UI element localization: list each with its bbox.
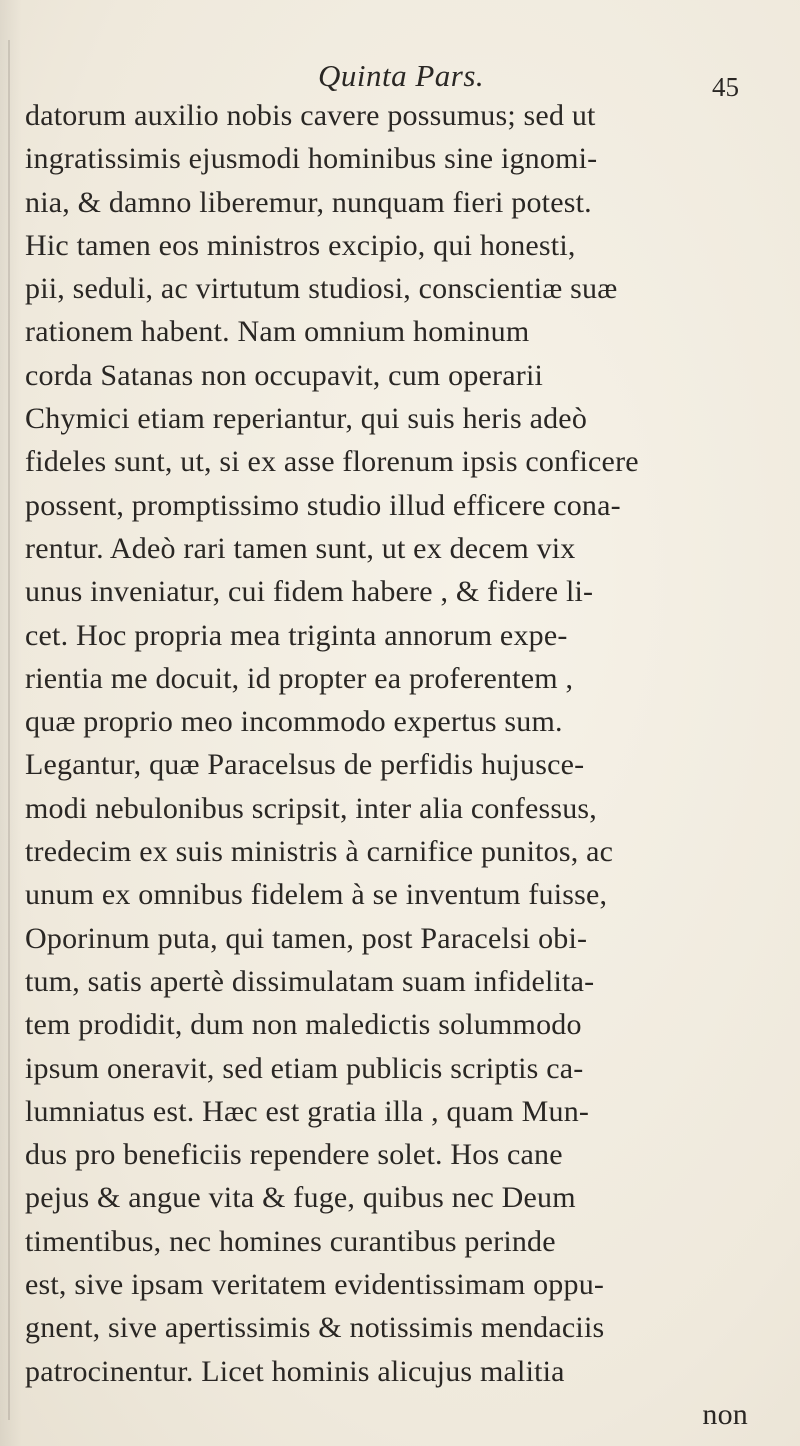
text-line: rientia me docuit, id propter ea proferentem ,: [25, 661, 574, 695]
text-line: corda Satanas non occupavit, cum operarii: [25, 358, 544, 392]
page-header: [0, 58, 800, 102]
binding-gutter: [8, 40, 10, 1420]
text-line: pejus & angue vita & fuge, quibus nec Deum: [25, 1181, 576, 1215]
text-line: dus pro beneficiis rependere solet. Hos cane: [25, 1138, 563, 1172]
text-line: Hic tamen eos ministros excipio, qui honesti,: [25, 228, 576, 262]
text-line: patrocinentur. Licet hominis alicujus malitia: [25, 1354, 565, 1388]
text-line: timentibus, nec homines curantibus perinde: [25, 1224, 556, 1258]
text-line: cet. Hoc propria mea triginta annorum expe-: [25, 618, 568, 652]
text-line: quæ proprio meo incommodo expertus sum.: [25, 705, 563, 739]
text-line: lumniatus est. Hæc est gratia illa , quam Mun-: [25, 1094, 590, 1128]
text-line: rationem habent. Nam omnium hominum: [25, 315, 530, 349]
text-line: unum ex omnibus fidelem à se inventum fuisse,: [25, 878, 608, 912]
text-line: Oporinum puta, qui tamen, post Paracelsi obi-: [25, 921, 588, 955]
text-line: unus inveniatur, cui fidem habere , & fidere li-: [25, 575, 594, 609]
text-line: pii, seduli, ac virtutum studiosi, conscientiæ suæ: [25, 272, 618, 306]
text-line: ipsum oneravit, sed etiam publicis scriptis ca-: [25, 1051, 584, 1085]
text-line: tem prodidit, dum non maledictis solummodo: [25, 1008, 582, 1042]
catchword: non: [702, 1397, 748, 1431]
running-title: Quinta Pars.: [318, 58, 485, 93]
text-line: gnent, sive apertissimis & notissimis mendaciis: [25, 1311, 605, 1345]
text-line: Legantur, quæ Paracelsus de perfidis hujusce-: [25, 748, 585, 782]
text-line: rentur. Adeò rari tamen sunt, ut ex decem vix: [25, 531, 576, 565]
text-line: possent, promptissimo studio illud efficere cona-: [25, 488, 621, 522]
text-line: Chymici etiam reperiantur, qui suis heris adeò: [25, 402, 588, 436]
text-line: modi nebulonibus scripsit, inter alia confessus,: [25, 791, 598, 825]
text-line: tum, satis apertè dissimulatam suam infidelita-: [25, 964, 595, 998]
text-line: nia, & damno liberemur, nunquam fieri potest.: [25, 185, 592, 219]
text-line: tredecim ex suis ministris à carnifice punitos, ac: [25, 835, 614, 869]
text-line: ingratissimis ejusmodi hominibus sine ignomi-: [25, 142, 598, 176]
text-line: est, sive ipsam veritatem evidentissimam oppu-: [25, 1268, 605, 1302]
page-number: 45: [712, 72, 739, 102]
body-text: [25, 94, 800, 1436]
text-line: datorum auxilio nobis cavere possumus; sed ut: [25, 99, 596, 132]
text-line: fideles sunt, ut, si ex asse florenum ipsis conficere: [25, 445, 639, 479]
